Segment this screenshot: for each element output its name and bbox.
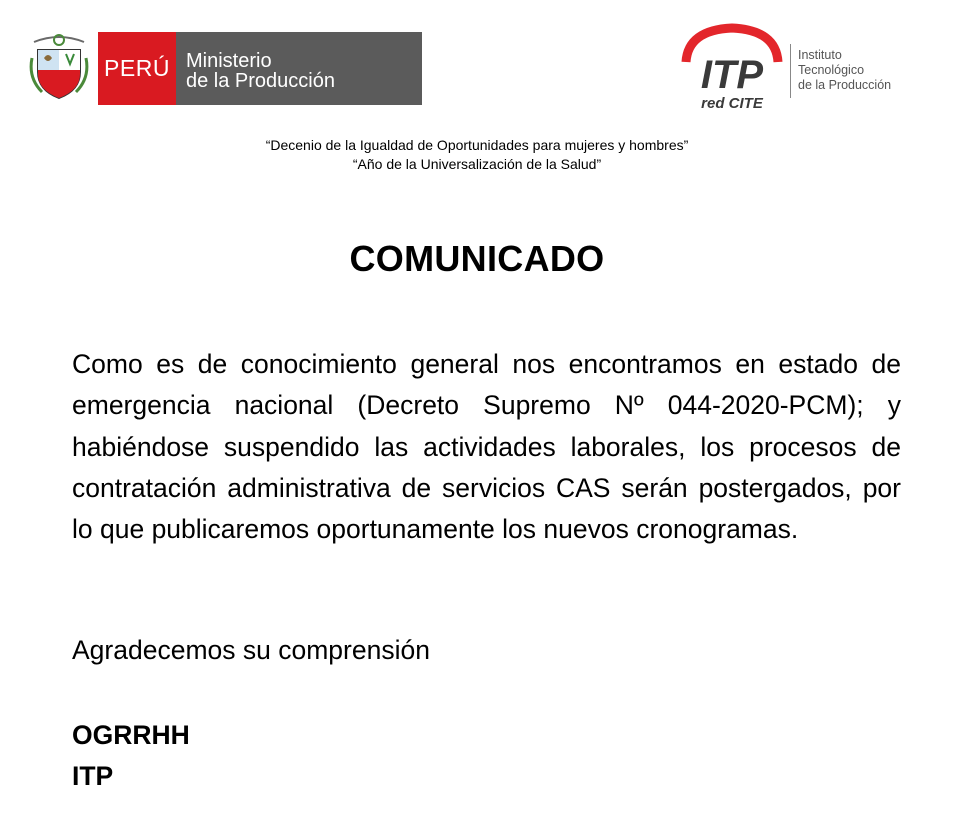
peru-label: PERÚ [98, 32, 176, 105]
itp-name-line-3: de la Producción [798, 78, 892, 92]
ministry-logo [28, 28, 423, 108]
announcement-body: Como es de conocimiento general nos encontramos en estado de emergencia nacional (Decreto Supremo Nº 044-2020-PCM); y habiéndose suspendido las actividades laborales, los procesos de contratación administrativa de servicios CAS serán postergados, por lo que publicaremos oportunamente los nuevos cronogramas. [72, 349, 901, 545]
thanks-line: Agradecemos su comprensión [72, 635, 430, 665]
itp-name-line-2: Tecnológico [798, 63, 865, 77]
itp-letters: ITP [700, 53, 764, 97]
signature-office: OGRRHH [72, 720, 190, 750]
motto-decade: “Decenio de la Igualdad de Oportunidades para mujeres y hombres” [265, 137, 689, 153]
document-title: COMUNICADO [349, 238, 605, 279]
itp-divider [790, 44, 791, 98]
itp-logo [678, 22, 918, 112]
itp-full-name [798, 48, 891, 93]
ministry-line-2: de la Producción [186, 70, 335, 92]
year-mottos [0, 136, 954, 174]
motto-year: “Año de la Universalización de la Salud” [352, 156, 602, 172]
itp-mark-icon [678, 22, 786, 112]
ministry-line-1: Ministerio [186, 50, 272, 72]
itp-red-cite: red CITE [701, 95, 763, 112]
peru-coat-of-arms-icon [28, 28, 90, 104]
signature-institution: ITP [72, 761, 114, 791]
ministry-name [176, 32, 422, 105]
signature [72, 715, 190, 797]
itp-name-line-1: Instituto [798, 48, 842, 62]
